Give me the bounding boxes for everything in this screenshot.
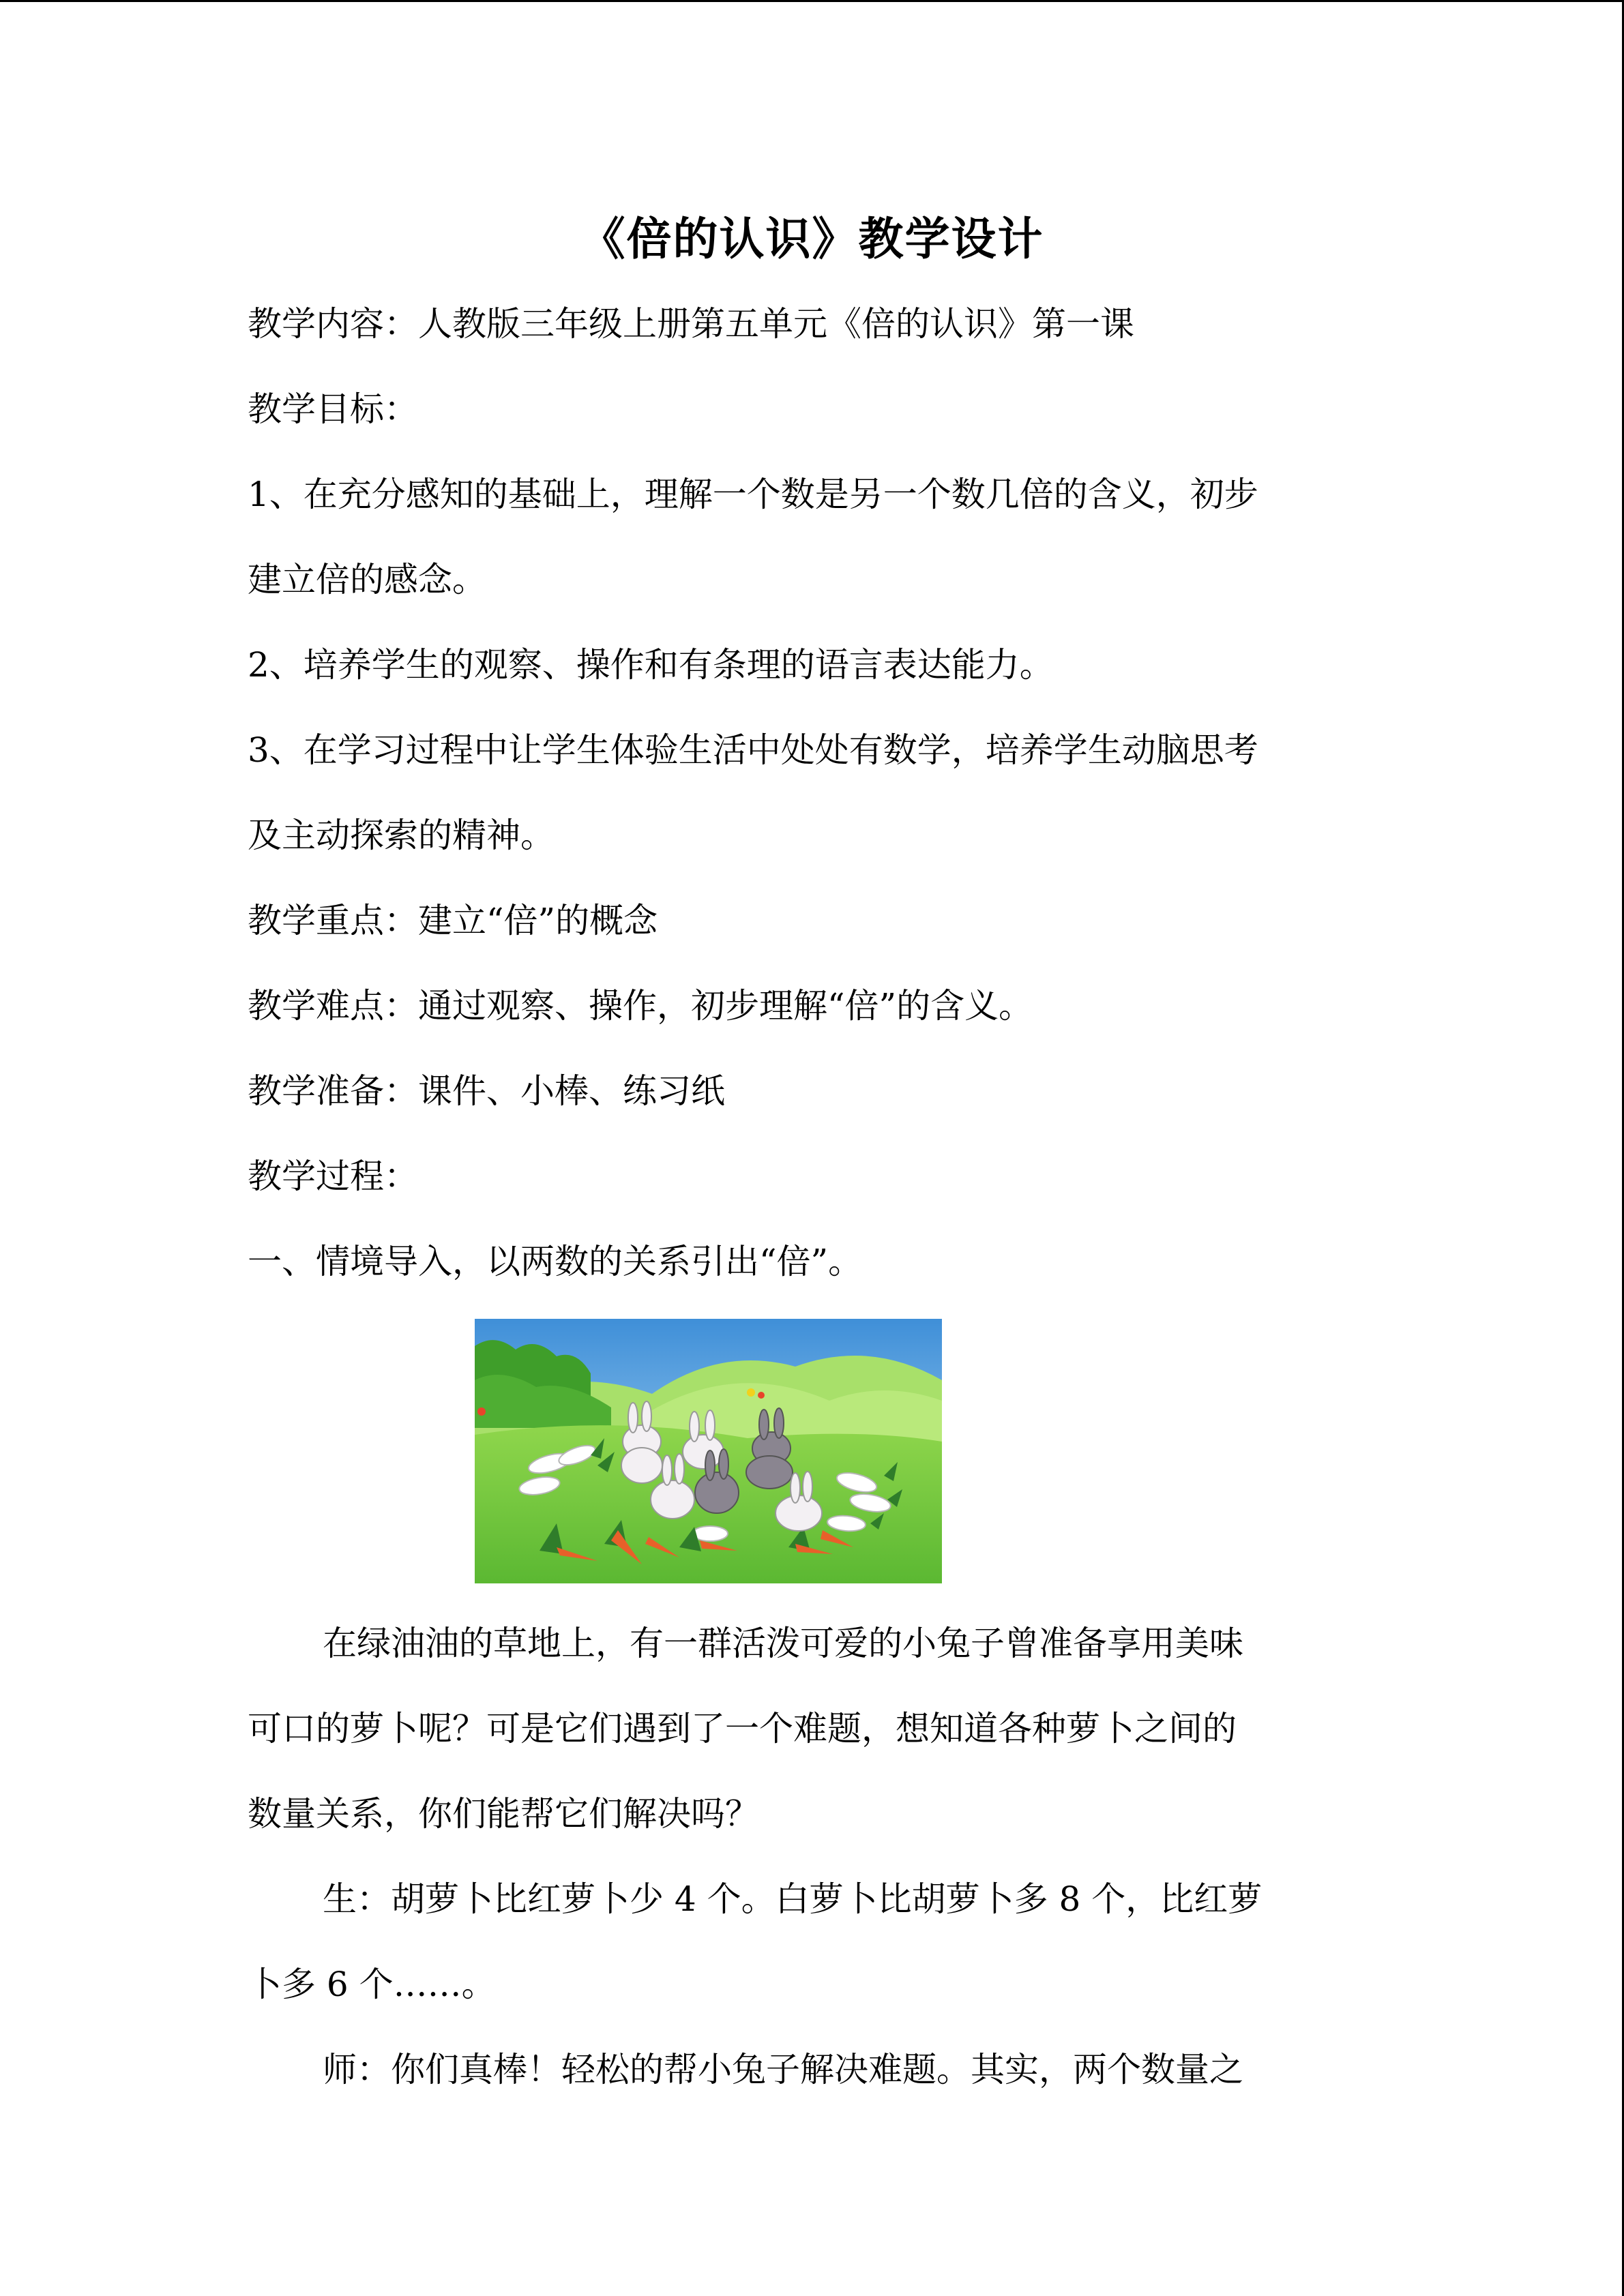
key-point-line: 教学重点：建立“倍”的概念 [248,901,658,940]
teacher-line: 师：你们真棒！轻松的帮小兔子解决难题。其实，两个数量之 [323,2050,1243,2089]
preparation-line: 教学准备：课件、小棒、练习纸 [248,1071,725,1111]
goal-1-line-1: 1、在充分感知的基础上，理解一个数是另一个数几倍的含义，初步 [248,475,1258,514]
student-answer-line-1: 生：胡萝卜比红萝卜少 4 个。白萝卜比胡萝卜多 8 个，比红萝 [323,1879,1263,1919]
section-1-heading: 一、情境导入，以两数的关系引出“倍”。 [248,1242,863,1281]
goal-3-line-1: 3、在学习过程中让学生体验生活中处处有数学，培养学生动脑思考 [248,730,1258,770]
goal-1-line-2: 建立倍的感念。 [248,560,486,599]
story-paragraph-line-2: 可口的萝卜呢？可是它们遇到了一个难题，想知道各种萝卜之间的 [248,1709,1237,1748]
goal-3-line-2: 及主动探索的精神。 [248,816,555,855]
goal-2-line: 2、培养学生的观察、操作和有条理的语言表达能力。 [248,645,1054,685]
story-paragraph-line-3: 数量关系，你们能帮它们解决吗？ [248,1794,759,1834]
rabbits-radishes-illustration [475,1319,942,1583]
story-paragraph-line-1: 在绿油油的草地上，有一群活泼可爱的小兔子曾准备享用美味 [323,1624,1243,1663]
process-heading: 教学过程： [248,1157,418,1196]
document-title: 《倍的认识》教学设计 [580,212,1044,265]
difficulty-line: 教学难点：通过观察、操作，初步理解“倍”的含义。 [248,986,1033,1026]
teaching-goals-heading: 教学目标： [248,389,418,429]
teaching-content-line: 教学内容：人教版三年级上册第五单元《倍的认识》第一课 [248,304,1134,344]
page-border-top [0,0,1624,2]
student-answer-line-2: 卜多 6 个……。 [248,1965,496,2004]
